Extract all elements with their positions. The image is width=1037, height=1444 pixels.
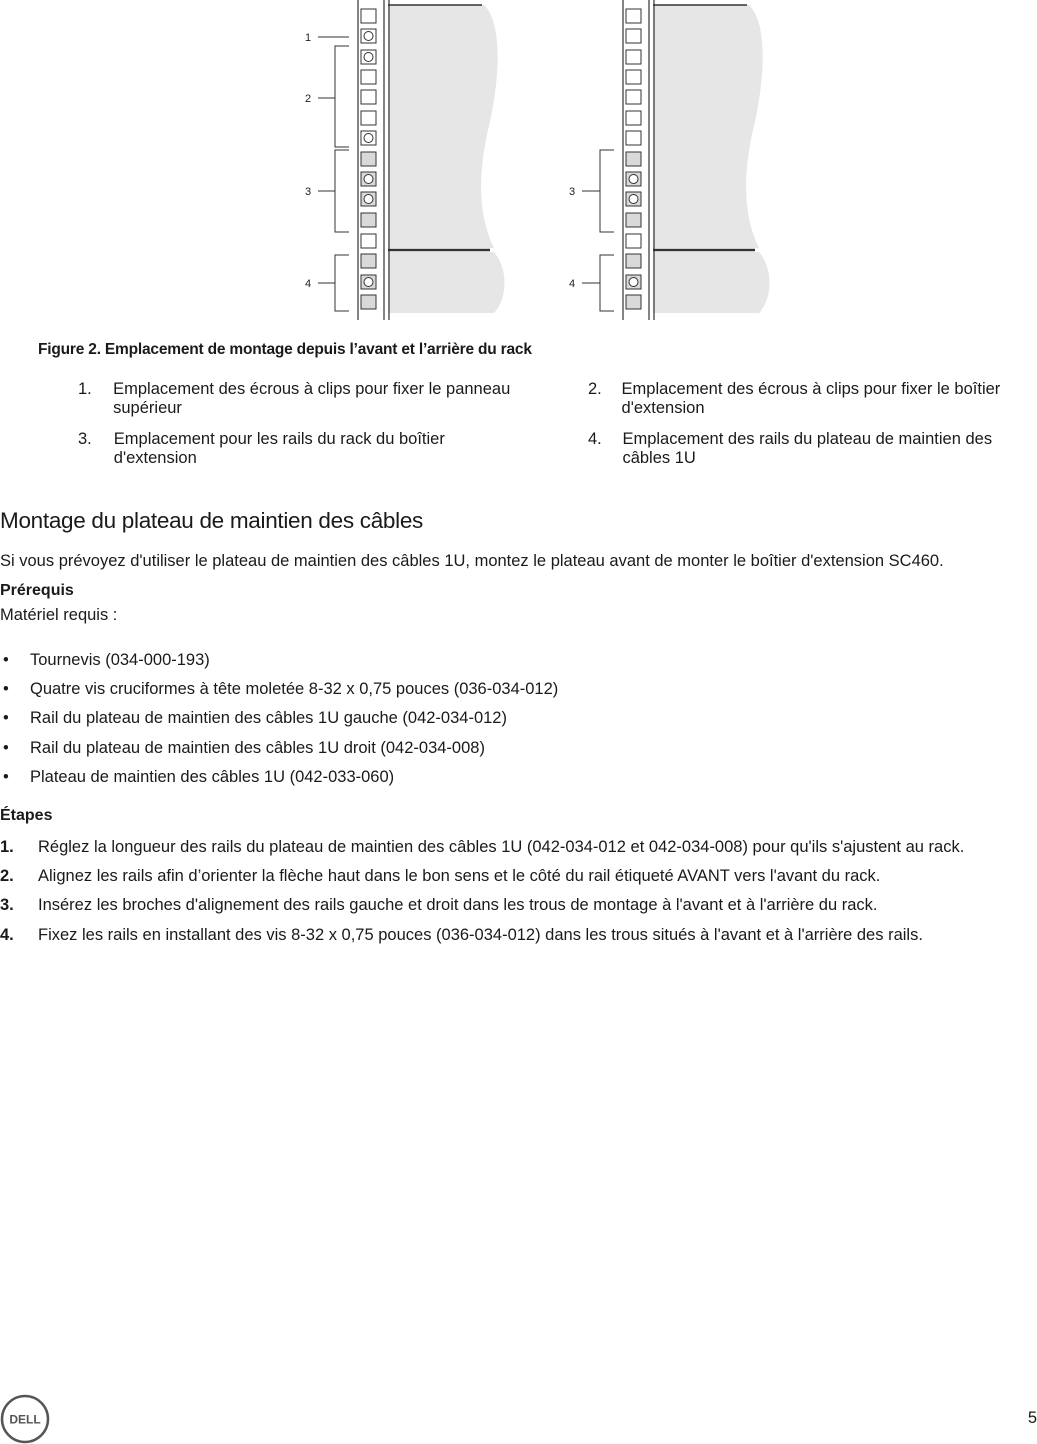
front-callout-1: 1 <box>305 32 312 44</box>
bullet-icon: • <box>3 738 9 757</box>
step-number: 3. <box>0 896 14 915</box>
list-item-text: Rail du plateau de maintien des câbles 1U droit (042-034-008) <box>30 738 485 757</box>
list-item-text: Quatre vis cruciformes à tête moletée 8-32 x 0,75 pouces (036-034-012) <box>30 680 559 699</box>
step-number: 2. <box>0 867 14 886</box>
list-item <box>0 763 558 792</box>
step-text: Insérez les broches d'alignement des rails gauche et droit dans les trous de montage à l'avant et à l'arrière du rack. <box>38 896 878 915</box>
materials-list <box>0 646 558 792</box>
legend-text: Emplacement pour les rails du rack du boîtier d'extension <box>113 430 445 467</box>
step-number: 4. <box>0 925 14 944</box>
bullet-icon: • <box>3 651 9 670</box>
front-callout-3: 3 <box>305 186 312 198</box>
step-item <box>0 921 964 950</box>
list-item <box>0 646 558 675</box>
bullet-icon: • <box>3 767 9 786</box>
list-item <box>0 734 558 763</box>
rear-callout-3: 3 <box>569 186 576 198</box>
list-item-text: Plateau de maintien des câbles 1U (042-033-060) <box>30 767 395 786</box>
legend-number: 4. <box>588 430 602 448</box>
steps-heading: Étapes <box>0 807 53 824</box>
legend-item <box>78 430 508 468</box>
legend-number: 1. <box>78 380 92 398</box>
legend-text: Emplacement des rails du plateau de maintien des câbles 1U <box>622 430 993 467</box>
legend-item <box>78 380 548 418</box>
rear-lower-chassis <box>653 252 770 313</box>
step-item <box>0 891 964 920</box>
list-item-text: Tournevis (034-000-193) <box>30 651 210 670</box>
prerequisites-heading: Prérequis <box>0 582 74 599</box>
page-number: 5 <box>1027 1409 1037 1427</box>
front-upper-chassis <box>388 5 498 248</box>
step-item <box>0 862 964 891</box>
bullet-icon: • <box>3 709 9 728</box>
front-lower-chassis <box>388 252 505 313</box>
materials-label: Matériel requis : <box>0 606 118 624</box>
rear-callout-4: 4 <box>569 278 576 290</box>
list-item <box>0 704 558 733</box>
legend-number: 2. <box>588 380 602 398</box>
figure-caption: Figure 2. Emplacement de montage depuis l’avant et l’arrière du rack <box>38 341 532 358</box>
legend-number: 3. <box>78 430 92 448</box>
legend-text: Emplacement des écrous à clips pour fixer le panneau supérieur <box>113 380 511 417</box>
dell-logo <box>0 1394 50 1444</box>
front-rack-view <box>305 0 505 320</box>
step-number: 1. <box>0 838 14 857</box>
section-intro: Si vous prévoyez d'utiliser le plateau de maintien des câbles 1U, montez le plateau avant de monter le boîtier d'extension SC460. <box>0 552 944 570</box>
rack-mounting-figure <box>0 0 1037 330</box>
section-title: Montage du plateau de maintien des câbles <box>0 508 424 533</box>
bullet-icon: • <box>3 680 9 699</box>
step-text: Fixez les rails en installant des vis 8-32 x 0,75 pouces (036-034-012) dans les trous situés à l'avant et à l'arrière des rails. <box>38 925 923 944</box>
legend-item <box>588 380 1033 418</box>
front-callout-4: 4 <box>305 278 312 290</box>
step-text: Réglez la longueur des rails du plateau de maintien des câbles 1U (042-034-012 et 042-034-008) pour qu'ils s'ajustent au rack. <box>38 838 965 857</box>
step-item <box>0 833 964 862</box>
rear-upper-chassis <box>653 5 763 248</box>
legend-item <box>588 430 1028 468</box>
legend-text: Emplacement des écrous à clips pour fixer le boîtier d'extension <box>621 380 1001 417</box>
rear-rack-view <box>569 0 770 320</box>
front-callout-2: 2 <box>305 93 312 105</box>
dell-logo-text: DELL <box>9 1412 41 1427</box>
list-item-text: Rail du plateau de maintien des câbles 1U gauche (042-034-012) <box>30 709 507 728</box>
steps-list <box>0 833 964 950</box>
step-text: Alignez les rails afin d’orienter la flèche haut dans le bon sens et le côté du rail étiqueté AVANT vers l'avant du rack. <box>38 867 881 886</box>
list-item <box>0 675 558 704</box>
